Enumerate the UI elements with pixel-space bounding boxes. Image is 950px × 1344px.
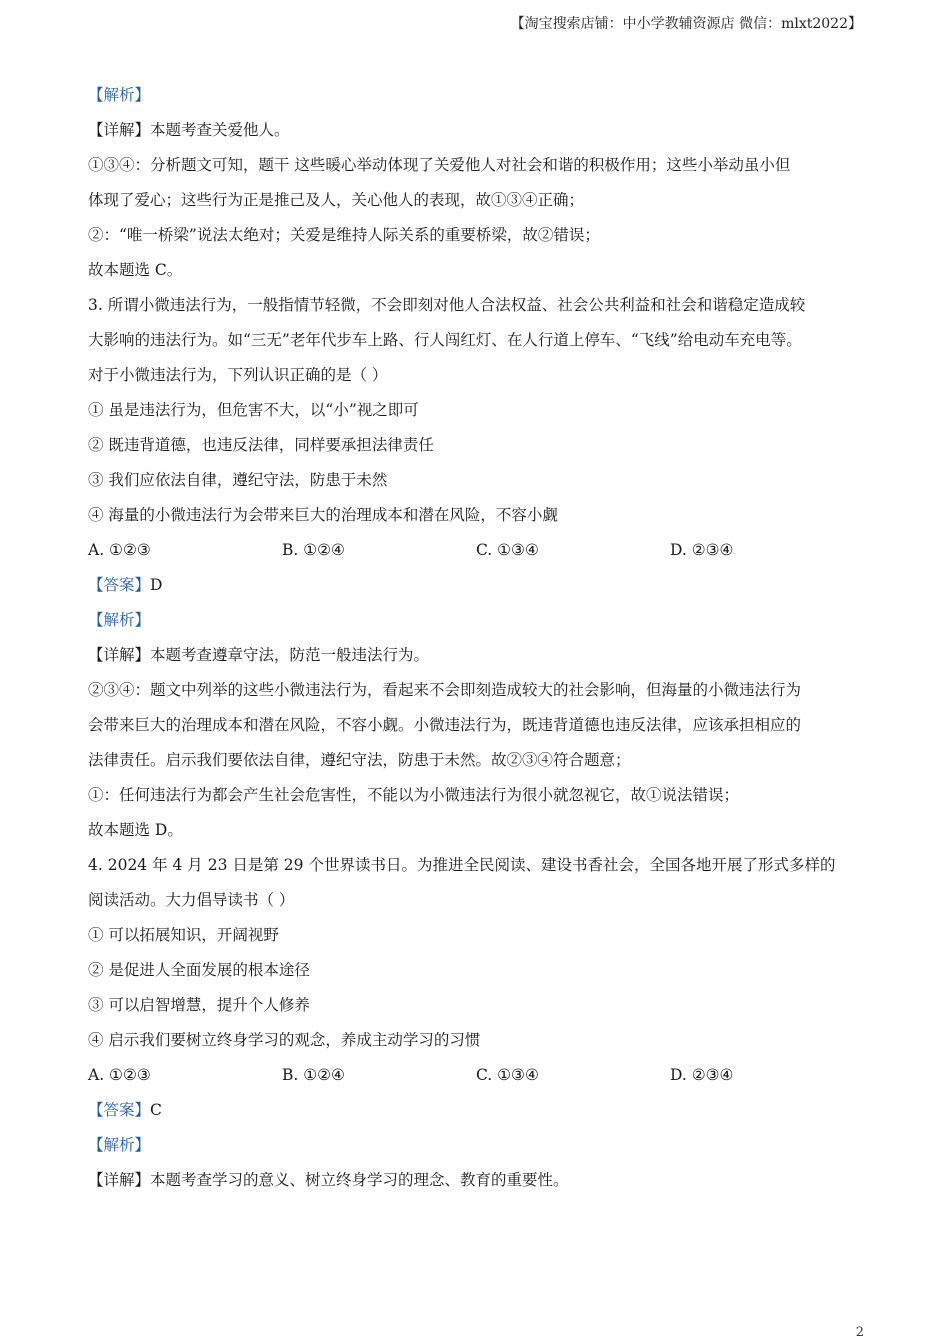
answer-value: C <box>150 1101 162 1119</box>
option-a: A. ①②③ <box>88 541 151 559</box>
statement-item: ① 虽是违法行为，但危害不大，以“小”视之即可 <box>88 401 419 419</box>
detail-text: 本题考查关爱他人。 <box>150 121 290 139</box>
option-b: B. ①②④ <box>282 541 345 559</box>
detail-line <box>88 638 868 673</box>
question-stem: 阅读活动。大力倡导读书（ ） <box>88 891 295 909</box>
conclusion-line: 故本题选 C。 <box>88 261 183 279</box>
answer-options <box>88 1058 868 1093</box>
answer-options <box>88 533 868 568</box>
answer-line <box>88 568 868 603</box>
option-c: C. ①③④ <box>476 1066 539 1084</box>
detail-text: 本题考查遵章守法，防范一般违法行为。 <box>150 646 430 664</box>
analysis-tag: 【解析】 <box>88 611 151 629</box>
analysis-tag: 【解析】 <box>88 1136 151 1154</box>
detail-tag: 【详解】 <box>88 1171 151 1189</box>
question-stem: 4. 2024 年 4 月 23 日是第 29 个世界读书日。为推进全民阅读、建设书香社会，全国各地开展了形式多样的 <box>88 856 836 874</box>
question-stem: 大影响的违法行为。如“三无”老年代步车上路、行人闯红灯、在人行道上停车、“飞线”给电动车充电等。 <box>88 331 802 349</box>
explanation-line: ①：任何违法行为都会产生社会危害性，不能以为小微违法行为很小就忽视它，故①说法错误； <box>88 786 740 804</box>
statement-item: ④ 海量的小微违法行为会带来巨大的治理成本和潜在风险，不容小觑 <box>88 506 558 524</box>
statement-item: ④ 启示我们要树立终身学习的观念，养成主动学习的习惯 <box>88 1031 481 1049</box>
answer-value: D <box>150 576 163 594</box>
option-d: D. ②③④ <box>670 1066 734 1084</box>
question-stem: 对于小微违法行为，下列认识正确的是（ ） <box>88 366 388 384</box>
statement-item: ③ 可以启智增慧，提升个人修养 <box>88 996 310 1014</box>
conclusion-line: 故本题选 D。 <box>88 821 183 839</box>
option-c: C. ①③④ <box>476 541 539 559</box>
analysis-tag: 【解析】 <box>88 86 151 104</box>
document-body <box>88 78 868 1198</box>
detail-text: 本题考查学习的意义、树立终身学习的理念、教育的重要性。 <box>150 1171 569 1189</box>
answer-tag: 【答案】 <box>88 576 151 594</box>
statement-item: ③ 我们应依法自律，遵纪守法，防患于未然 <box>88 471 388 489</box>
detail-line <box>88 113 868 148</box>
page-header: 【淘宝搜索店铺：中小学教辅资源店 微信：mlxt2022】 <box>510 16 862 32</box>
answer-line <box>88 1093 868 1128</box>
option-b: B. ①②④ <box>282 1066 345 1084</box>
question-stem: 3. 所谓小微违法行为，一般指情节轻微，不会即刻对他人合法权益、社会公共利益和社会和谐稳定造成较 <box>88 296 806 314</box>
explanation-line: ②③④：题文中列举的这些小微违法行为，看起来不会即刻造成较大的社会影响，但海量的小微违法行为 <box>88 681 802 699</box>
statement-item: ① 可以拓展知识，开阔视野 <box>88 926 279 944</box>
detail-tag: 【详解】 <box>88 121 151 139</box>
answer-tag: 【答案】 <box>88 1101 151 1119</box>
explanation-line: 体现了爱心；这些行为正是推己及人，关心他人的表现，故①③④正确； <box>88 191 585 209</box>
explanation-line: 会带来巨大的治理成本和潜在风险，不容小觑。小微违法行为，既违背道德也违反法律，应该承担相应的 <box>88 716 802 734</box>
detail-line <box>88 1163 868 1198</box>
page-number: 2 <box>855 1325 864 1340</box>
option-a: A. ①②③ <box>88 1066 151 1084</box>
option-d: D. ②③④ <box>670 541 734 559</box>
explanation-line: ①③④：分析题文可知，题干 这些暖心举动体现了关爱他人对社会和谐的积极作用；这些小举动虽小但 <box>88 156 791 174</box>
detail-tag: 【详解】 <box>88 646 151 664</box>
explanation-line: 法律责任。启示我们要依法自律，遵纪守法，防患于未然。故②③④符合题意； <box>88 751 631 769</box>
statement-item: ② 既违背道德，也违反法律，同样要承担法律责任 <box>88 436 434 454</box>
explanation-line: ②：“唯一桥梁”说法太绝对；关爱是维持人际关系的重要桥梁，故②错误； <box>88 226 600 244</box>
statement-item: ② 是促进人全面发展的根本途径 <box>88 961 310 979</box>
